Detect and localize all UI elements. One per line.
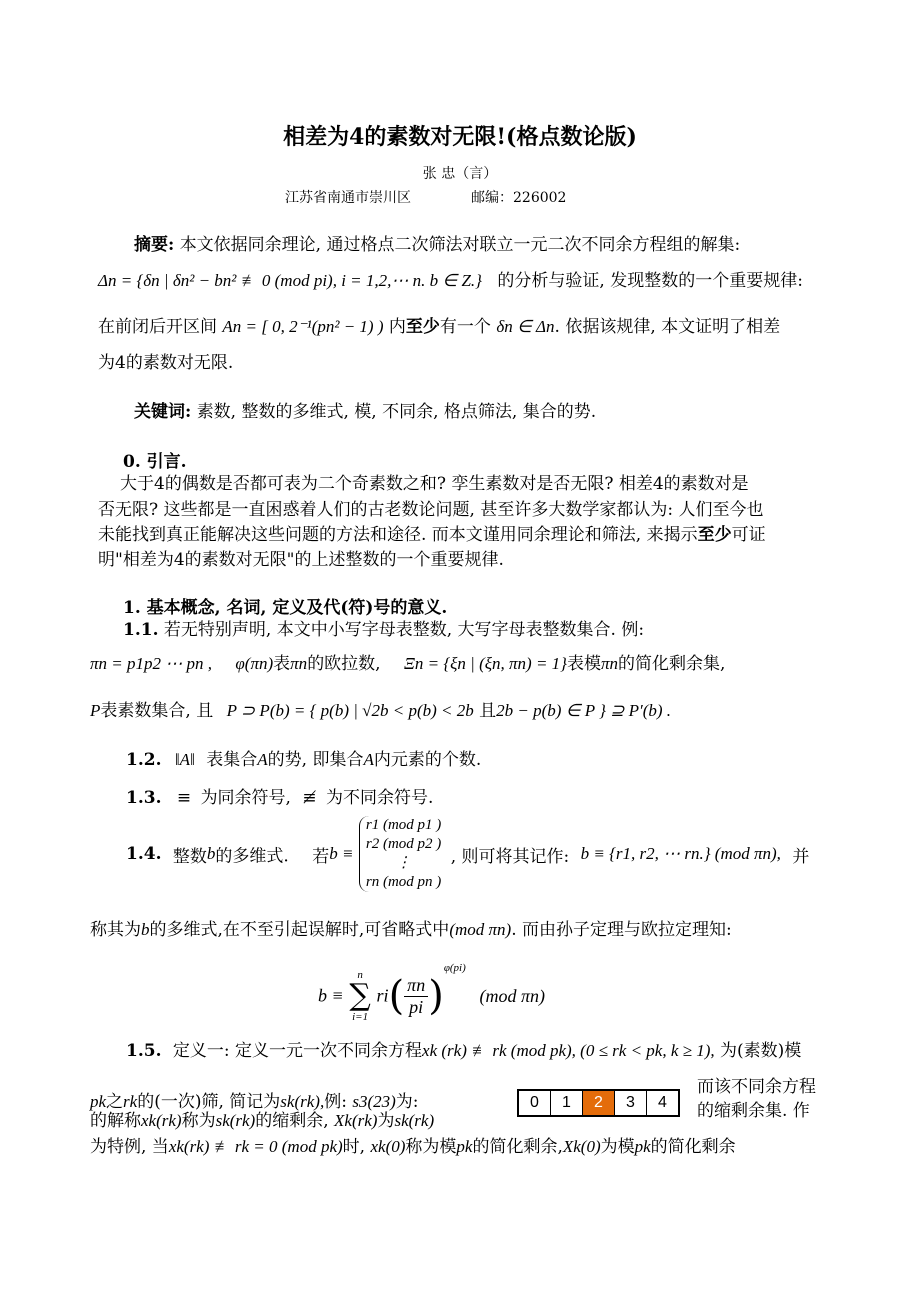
abstract-text-3b: 内 <box>388 317 406 337</box>
item-1-3-text-1: 为同余符号, <box>200 788 291 808</box>
item-1-1-formula-line <box>90 653 725 675</box>
item-1-1-prime-set-line <box>90 700 671 722</box>
item-1-2-line <box>126 749 481 771</box>
intro-emphasis: 至少 <box>697 525 732 545</box>
author-line: 张 忠（言） <box>422 166 498 182</box>
keywords-text: 素数, 整数的多维式, 模, 不同余, 格点筛法, 集合的势. <box>196 402 597 422</box>
integer-b-2: b <box>141 920 150 939</box>
set-A-2: A <box>363 750 374 769</box>
t-wei: 为: <box>395 1092 419 1112</box>
set-A: A <box>257 750 268 769</box>
t-called-mod: 称为模 <box>405 1137 457 1157</box>
intro-line-2: 否无限? 这些都是一直困惑着人们的古老数论问题, 甚至许多大数学家都认为: 人们至今也 <box>98 500 764 520</box>
pi-n-2: πn <box>600 654 619 673</box>
sieve-cell: 0 <box>519 1091 551 1115</box>
s-k-rk-2: sk(rk) <box>215 1111 256 1130</box>
t-special: 为特例, 当 <box>90 1137 169 1157</box>
prime-set-and: 且 <box>479 701 497 721</box>
congruent-symbol: ≡ <box>176 788 192 808</box>
item-1-5-line-3 <box>90 1110 434 1132</box>
abstract-line-3 <box>98 316 780 338</box>
item-1-1-t2: 表 <box>273 654 291 674</box>
congruence-row: rn (mod pn ) <box>365 874 442 890</box>
congruence-row: ⋮ <box>396 855 412 871</box>
item-1-4-text-1: 整数 <box>172 846 207 867</box>
item-1-2-text: 表集合 <box>206 750 258 770</box>
t-reduced: 的缩剩余, <box>255 1111 329 1131</box>
abstract-line-4: 为4的素数对无限. <box>98 353 234 373</box>
item-1-1-line <box>123 619 644 641</box>
item-1-1-t5: 的简化剩余集, <box>618 654 726 674</box>
intro-heading: 0. 引言. <box>123 452 187 472</box>
item-1-4-l2-text-3: . 而由孙子定理与欧拉定理知: <box>511 920 732 940</box>
item-1-1-t3: 的欧拉数, <box>307 654 381 674</box>
paper-title: 相差为4的素数对无限!(格点数论版) <box>283 124 637 150</box>
pi-n-formula: πn = p1p2 ⋯ pn , <box>90 654 212 673</box>
p-k: pk <box>90 1092 107 1111</box>
s-k-rk-3: sk(rk) <box>394 1111 435 1130</box>
multidim-formula: b ≡ {r1, r2, ⋯ rn.} (mod πn), <box>580 844 781 863</box>
item-1-5-line <box>126 1040 801 1062</box>
t-called: 称为 <box>181 1111 216 1131</box>
sieve-cell: 1 <box>551 1091 583 1115</box>
xi-set-formula: Ξn = {ξn | (ξn, πn) = 1} <box>404 654 567 673</box>
t-zhi: 之 <box>106 1092 124 1112</box>
section-1-heading: 1. 基本概念, 名词, 定义及代(符)号的意义. <box>123 598 448 618</box>
keywords-label: 关键词: <box>134 402 192 422</box>
postcode: 邮编：226002 <box>471 190 567 206</box>
item-1-2-label: 1.2. <box>126 750 162 770</box>
item-1-4-text-3: , 则可将其记作: <box>450 846 570 867</box>
sieve-cell: 4 <box>658 1094 667 1111</box>
incongruence-formula: xk (rk) ≢ rk (mod pk), (0 ≤ rk < pk, k ≥ 1), <box>422 1041 715 1060</box>
item-1-4-line-2 <box>90 919 732 941</box>
interval-formula: An = [ 0, 2⁻¹(pn² − 1) ) <box>222 317 384 336</box>
fraction-numerator: πn <box>404 975 428 997</box>
cardinality-formula: ‖A‖ <box>174 750 195 769</box>
abstract-text-3c: 有一个 <box>439 317 491 337</box>
congruence-row: r2 (mod p2 ) <box>365 836 442 852</box>
delta-set-formula: Δn = {δn | δn² − bn² ≢ 0 (mod pi), i = 1,2,⋯ n. b ∈ Z.} <box>98 271 482 290</box>
prime-set-formula-2: 2b − p(b) ∈ P } ⊇ P′(b) . <box>496 701 672 720</box>
item-1-4-if: 若 <box>312 846 330 867</box>
item-1-4-l2-text: 称其为 <box>90 920 141 940</box>
sieve-cell: 3 <box>615 1091 647 1115</box>
abstract-label: 摘要: <box>134 235 175 255</box>
element-formula: δn ∈ Δn <box>496 317 555 336</box>
emphasis-at-least: 至少 <box>405 317 440 337</box>
sum-symbol <box>349 969 370 1023</box>
item-1-5-text-2: 为(素数)模 <box>720 1041 802 1061</box>
abstract-text-1: 本文依据同余理论, 通过格点二次筛法对联立一元二次不同余方程组的解集: <box>179 235 741 255</box>
address: 江苏省南通市崇川区 <box>285 190 411 206</box>
t-sieve: 的(一次)筛, 简记为 <box>137 1092 281 1112</box>
item-1-4-label: 1.4. <box>126 844 162 864</box>
pi-n: πn <box>290 654 308 673</box>
keywords-line <box>134 401 596 423</box>
crt-sum-formula <box>318 962 545 1023</box>
sum-lower: i=1 <box>352 1011 369 1023</box>
congruence-row: r1 (mod p1 ) <box>365 817 442 833</box>
sum-exponent: φ(pi) <box>443 962 466 974</box>
abstract-text-3d: . 依据该规律, 本文证明了相差 <box>554 317 781 337</box>
s-k-rk: sk(rk), <box>280 1092 325 1111</box>
t-reduced-residue: 的简化剩余, <box>472 1137 563 1157</box>
item-1-5-text-1: 定义一: 定义一元一次不同余方程 <box>172 1041 423 1061</box>
item-1-3-label: 1.3. <box>126 788 162 808</box>
t-reduced-residue-2: 的简化剩余 <box>650 1137 736 1157</box>
x-k-0: xk(0) <box>370 1137 406 1156</box>
item-1-3-line <box>126 787 433 809</box>
item-1-5-line-4 <box>90 1136 736 1158</box>
item-1-2-text-2: 的势, 即集合 <box>267 750 364 770</box>
intro-line-4: 明"相差为4的素数对无限"的上述整数的一个重要规律. <box>98 550 504 570</box>
item-1-4-text-4: 并 <box>792 846 810 867</box>
abstract-line-1 <box>134 234 740 256</box>
P-symbol: P <box>90 701 101 720</box>
abstract-line-2 <box>98 270 803 292</box>
b-congruent: b ≡ <box>329 844 354 863</box>
item-1-3-text-2: 为不同余符号. <box>326 788 434 808</box>
r-k: rk <box>123 1092 138 1111</box>
intro-text-3b: 可证 <box>731 525 766 545</box>
item-1-4-l2-text-2: 的多维式,在不至引起误解时,可省略式中 <box>149 920 450 940</box>
phi-formula: φ(πn) <box>235 654 274 673</box>
intro-line-3 <box>98 524 766 546</box>
prime-set-text: 表素数集合, 且 <box>100 701 214 721</box>
t-wei-mod: 为模 <box>600 1137 635 1157</box>
not-congruent-symbol: ≢ <box>302 788 317 808</box>
left-paren: ( <box>388 973 405 1019</box>
item-1-5-right-2: 的缩剩余集. 作 <box>697 1101 810 1121</box>
p-k-3: pk <box>634 1137 651 1156</box>
t-wei-2: 为 <box>377 1111 395 1131</box>
p-k-2: pk <box>456 1137 473 1156</box>
item-1-1-label: 1.1. <box>123 620 159 640</box>
item-1-5-right-1: 而该不同余方程 <box>697 1077 816 1097</box>
sum-fraction <box>404 975 428 1018</box>
sum-lhs: b ≡ <box>318 985 344 1006</box>
sum-mod: (mod πn) <box>479 985 546 1006</box>
item-1-1-t4: 表模 <box>566 654 601 674</box>
congruence-system <box>359 816 441 892</box>
x-k-rk: xk(rk) <box>141 1111 182 1130</box>
X-k-rk: Xk(rk) <box>334 1111 378 1130</box>
item-1-2-text-3: 内元素的个数. <box>373 750 482 770</box>
special-formula: xk(rk) ≢ rk = 0 (mod pk) <box>168 1137 343 1156</box>
sum-term-r: ri <box>376 985 389 1006</box>
t-solution: 的解称 <box>90 1111 141 1131</box>
X-k-0: Xk(0) <box>562 1137 601 1156</box>
sigma-icon: ∑ <box>349 978 371 1013</box>
prime-set-formula: P ⊃ P(b) = { p(b) | √2b < p(b) < 2b <box>226 701 474 720</box>
item-1-5-label: 1.5. <box>126 1041 162 1061</box>
abstract-text-2: 的分析与验证, 发现整数的一个重要规律: <box>497 271 803 291</box>
integer-b: b <box>206 844 216 863</box>
mod-pi-n: (mod πn) <box>449 920 512 939</box>
intro-line-1: 大于4的偶数是否都可表为二个奇素数之和? 孪生素数对是否无限? 相差4的素数对是 <box>120 474 749 494</box>
intro-text-3: 未能找到真正能解决这些问题的方法和途径. 而本文谨用同余理论和筛法, 来揭示 <box>98 525 698 545</box>
t-when: 时, <box>342 1137 366 1157</box>
sieve-cells <box>517 1089 680 1117</box>
item-1-1-text: 若无特别声明, 本文中小写字母表整数, 大写字母表整数集合. 例: <box>163 620 645 640</box>
item-1-4-line <box>126 816 809 892</box>
sum-upper: n <box>357 969 363 981</box>
abstract-text-3a: 在前闭后开区间 <box>98 317 217 337</box>
right-paren: ) <box>428 973 444 1019</box>
sieve-cell-highlighted: 2 <box>583 1091 615 1115</box>
fraction-denominator: pi <box>409 996 424 1017</box>
address-line <box>285 187 566 207</box>
item-1-4-text-2: 的多维式. <box>215 846 289 867</box>
s3-23: s3(23) <box>352 1092 396 1111</box>
t-example: 例: <box>324 1092 347 1112</box>
